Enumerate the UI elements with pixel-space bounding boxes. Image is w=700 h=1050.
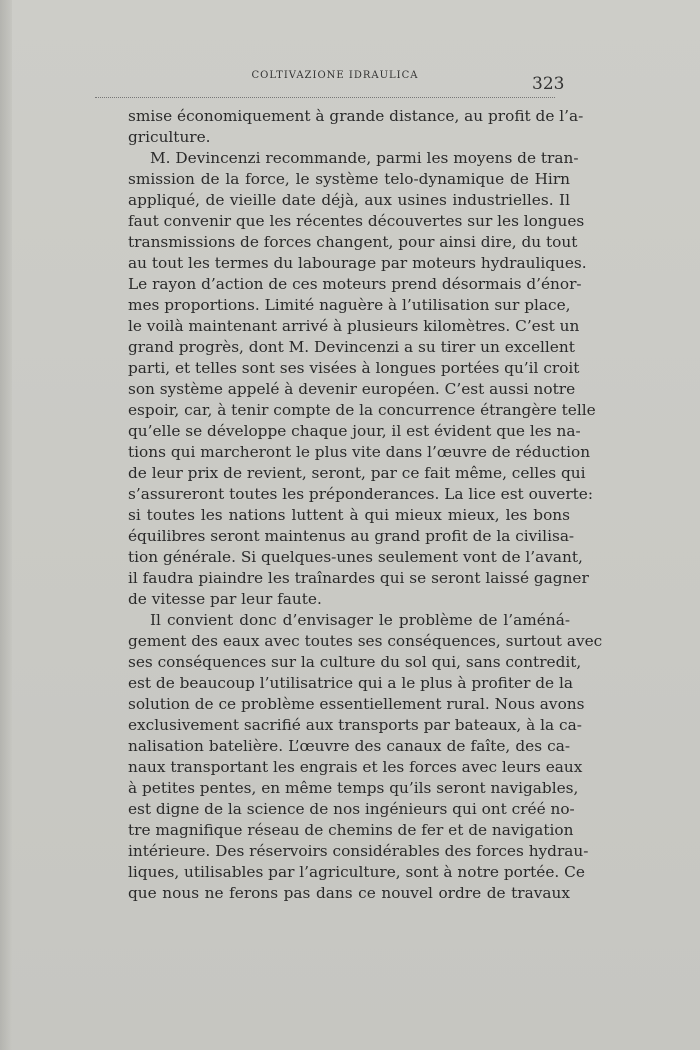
text-line: transmissions de forces changent, pour ainsi dire, du tout [128,233,578,251]
text-line: smise économiquement à grande distance, au profit de l’a- [128,107,584,125]
text-line: grand progrès, dont M. Devincenzi a su tirer un excellent [128,338,575,356]
text-line: griculture. [128,128,211,146]
header-rule [95,97,555,98]
text-line: tion générale. Si quelques-unes seulement vont de l’avant, [128,548,583,566]
text-line: faut convenir que les récentes découvertes sur les longues [128,212,585,230]
text-line: s’assureront toutes les préponderances. La lice est ouverte: [128,485,593,503]
text-line: solution de ce problème essentiellement rural. Nous avons [128,695,585,713]
text-line: M. Devincenzi recommande, parmi les moyens de tran- [150,149,579,167]
text-line: mes proportions. Limité naguère à l’utilisation sur place, [128,296,571,314]
page-gutter-edge [0,0,12,1050]
text-line: équilibres seront maintenus au grand profit de la civilisa- [128,527,575,545]
text-line: Il convient donc d’envisager le problème de l’améná- [150,611,570,629]
text-line: si toutes les nations luttent à qui mieux mieux, les bons [128,506,570,524]
text-line: intérieure. Des réservoirs considérables des forces hydrau- [128,842,589,860]
text-line: est de beaucoup l’utilisatrice qui a le plus à profiter de la [128,674,573,692]
text-line: à petites pentes, en même temps qu’ils seront navigables, [128,779,579,797]
text-line: est digne de la science de nos ingénieurs qui ont créé no- [128,800,575,818]
text-line: nalisation batelière. L’œuvre des canaux de faîte, des ca- [128,737,570,755]
text-line: exclusivement sacrifié aux transports par bateaux, à la ca- [128,716,582,734]
text-line: tre magnifique réseau de chemins de fer et de navigation [128,821,574,839]
text-line: de vitesse par leur faute. [128,590,322,608]
text-line: gement des eaux avec toutes ses conséquences, surtout avec [128,632,603,650]
text-line: qu’elle se développe chaque jour, il est évident que les na- [128,422,581,440]
text-line: Le rayon d’action de ces moteurs prend désormais d’énor- [128,275,582,293]
text-line: smission de la force, le système telo-dynamique de Hirn [128,170,570,188]
text-line: appliqué, de vieille date déjà, aux usines industrielles. Il [128,191,570,209]
text-line: il faudra piaindre les traînardes qui se seront laissé gagner [128,569,589,587]
text-line: de leur prix de revient, seront, par ce fait même, celles qui [128,464,586,482]
page-number: 323 [532,74,565,94]
text-line: espoir, car, à tenir compte de la concurrence étrangère telle [128,401,596,419]
running-title: COLTIVAZIONE IDRAULICA [251,70,419,81]
body-text [128,106,603,904]
text-line: naux transportant les engrais et les forces avec leurs eaux [128,758,583,776]
text-line: ses conséquences sur la culture du sol qui, sans contredit, [128,653,582,671]
text-line: que nous ne ferons pas dans ce nouvel ordre de travaux [128,884,570,902]
text-line: parti, et telles sont ses visées à longues portées qu’il croit [128,359,580,377]
text-line: son système appelé à devenir européen. C’est aussi notre [128,380,576,398]
text-line: au tout les termes du labourage par moteurs hydrauliques. [128,254,587,272]
text-line: liques, utilisables par l’agriculture, sont à notre portée. Ce [128,863,585,881]
text-line: le voilà maintenant arrivé à plusieurs kilomètres. C’est un [128,317,580,335]
text-line: tions qui marcheront le plus vite dans l’œuvre de réduction [128,443,591,461]
